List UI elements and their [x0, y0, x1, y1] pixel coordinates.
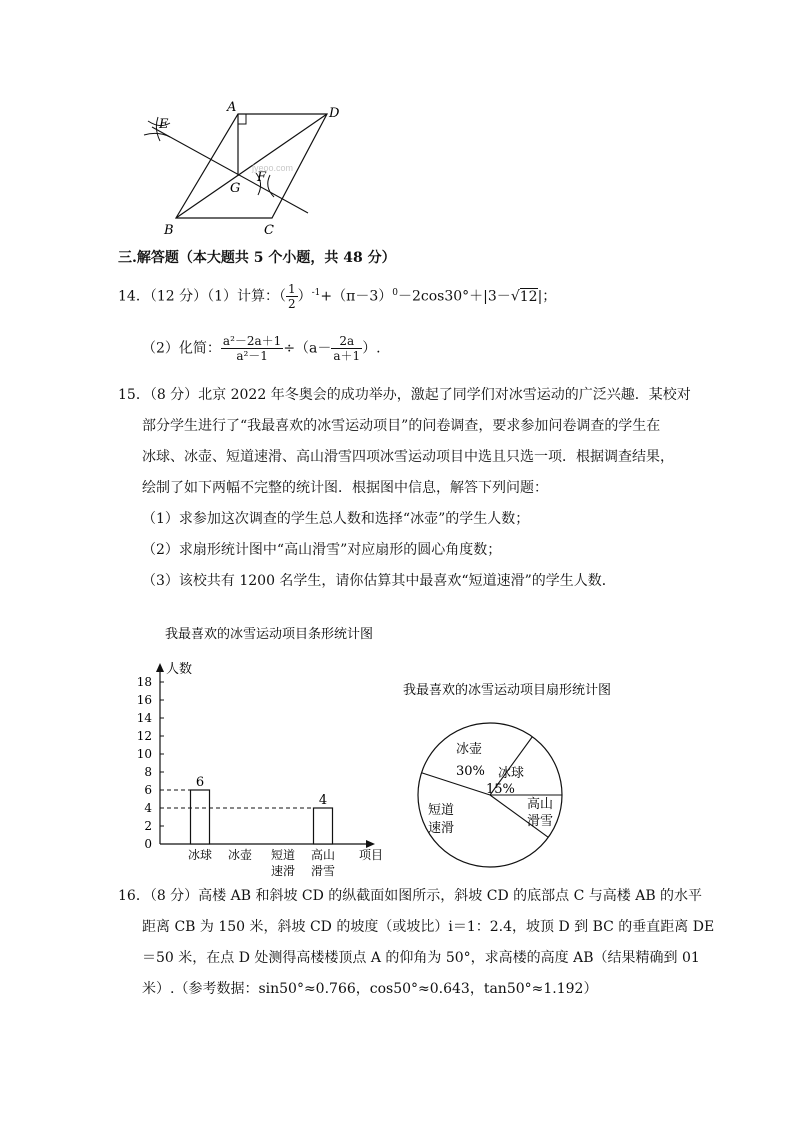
- y-axis-label: 人数: [166, 662, 193, 677]
- section-title: 三.解答题（本大题共 5 个小题，共 48 分）: [118, 250, 396, 266]
- bar: [191, 790, 210, 844]
- x-category-label: 短道: [270, 848, 296, 862]
- pie-label-shorttrack-2: 速滑: [428, 821, 455, 836]
- point-label-e: E: [159, 117, 169, 132]
- q16-line-4: 米）.（参考数据：sin50°≈0.766，cos50°≈0.643，tan50°≈1.192）: [142, 981, 598, 997]
- y-tick-label: 6: [144, 783, 152, 797]
- q14-p1-mid: +（π－3）: [320, 288, 393, 305]
- sqrt-symbol: √: [510, 288, 520, 305]
- geometry-figure: [130, 95, 350, 240]
- q16-line-1: 16．（8 分）高楼 AB 和斜坡 CD 的纵截面如图所示，斜坡 CD 的底部点 C 与高楼 AB 的水平: [118, 888, 703, 904]
- y-tick-label: 4: [144, 801, 152, 815]
- x-category-label: 速滑: [270, 864, 296, 878]
- point-label-g: G: [230, 181, 241, 196]
- point-label-b: B: [164, 223, 174, 238]
- fraction-main: [221, 334, 283, 363]
- point-label-a: A: [227, 100, 237, 115]
- q14-p1-rest: －2cos30°＋|3－: [398, 288, 511, 305]
- bar-data-label: 6: [195, 775, 205, 790]
- bar-data-label: 4: [318, 793, 328, 808]
- fraction-half-den: 2: [288, 297, 296, 311]
- fraction-inner-num: 2a: [331, 334, 362, 349]
- y-tick-label: 16: [136, 693, 152, 707]
- q16-line-2: 距离 CB 为 150 米，斜坡 CD 的坡度（或坡比）i＝1：2.4，坡顶 D 到 BC 的垂直距离 DE: [142, 919, 715, 935]
- q14-p2-mid: ÷（a－: [283, 340, 332, 357]
- y-tick-label: 0: [144, 837, 152, 851]
- pie-label-hockey: 冰球: [498, 766, 525, 781]
- fraction-main-num: a²－2a＋1: [222, 334, 282, 348]
- pie-label-curling-percent: 30%: [456, 764, 485, 779]
- q14-p1-end: |；: [537, 288, 557, 305]
- fraction-main-den: a²－1: [236, 349, 268, 363]
- q15-line-2: 部分学生进行了“我最喜欢的冰雪运动项目”的问卷调查，要求参加问卷调查的学生在: [142, 418, 661, 434]
- fraction-inner-den: a＋1: [333, 349, 361, 363]
- pie-chart-title: 我最喜欢的冰雪运动项目扇形统计图: [403, 683, 612, 698]
- y-tick-label: 12: [136, 729, 152, 743]
- point-label-c: C: [264, 223, 274, 238]
- y-tick-label: 2: [144, 819, 152, 833]
- bar-chart-title: 我最喜欢的冰雪运动项目条形统计图: [165, 627, 374, 642]
- q15-line-1: 15．（8 分）北京 2022 年冬奥会的成功举办，激起了同学们对冰雪运动的广泛兴趣．某校对: [118, 387, 691, 403]
- pie-chart: [395, 672, 665, 882]
- pie-label-shorttrack-1: 短道: [428, 803, 455, 818]
- q14-part2: [142, 334, 381, 363]
- q15-line-3: 冰球、冰壶、短道速滑、高山滑雪四项冰雪运动项目中选且只选一项．根据调查结果，: [142, 449, 674, 465]
- x-category-label: 高山: [310, 848, 336, 862]
- x-axis-arrow: [366, 840, 375, 848]
- q14-p1-prefix: 14．（12 分）（1）计算：（: [118, 288, 286, 305]
- point-label-d: D: [329, 106, 340, 121]
- pie-label-alpine-2: 滑雪: [527, 814, 554, 829]
- x-axis-label: 项目: [359, 848, 384, 862]
- bar: [314, 808, 333, 844]
- q14-p2-end: ）.: [362, 340, 381, 357]
- exp-neg-one: -1: [311, 287, 321, 298]
- q15-sub-3: （3）该校共有 1200 名学生，请你估算其中最喜欢“短道速滑”的学生人数．: [142, 573, 616, 589]
- fraction-inner: [331, 334, 362, 363]
- q15-sub-2: （2）求扇形统计图中“高山滑雪”对应扇形的圆心角度数；: [142, 542, 502, 558]
- arc-e-3: [144, 133, 170, 137]
- q14-part1: 14．（12 分）（1）计算：（ $\frac{1}{2}$ ）$^{-1}+(\pi-3)^0-2\cos 30^\circ+|3-√12|$；: [118, 282, 557, 311]
- q15-line-4: 绘制了如下两幅不完整的统计图．根据图中信息，解答下列问题：: [142, 480, 548, 496]
- x-category-label: 滑雪: [310, 864, 336, 878]
- x-category-label: 冰壶: [227, 848, 253, 862]
- pie-label-hockey-percent: 15%: [486, 782, 515, 797]
- y-tick-label: 18: [136, 675, 152, 689]
- exp-zero: 0: [392, 287, 398, 298]
- bar-chart: [115, 620, 395, 880]
- q16-line-3: ＝50 米，在点 D 处测得高楼楼顶点 A 的仰角为 50°，求高楼的高度 AB（结果精确到 01: [142, 950, 700, 966]
- pie-label-curling: 冰壶: [456, 742, 483, 757]
- sqrt-radicand: 12: [519, 288, 538, 305]
- y-tick-label: 10: [136, 747, 152, 761]
- watermark: jyeoo.com: [252, 163, 294, 173]
- q14-p2-prefix: （2）化简：: [142, 340, 221, 357]
- pie-label-alpine-1: 高山: [527, 797, 554, 812]
- y-tick-label: 14: [136, 711, 152, 725]
- y-axis-arrow: [156, 663, 164, 672]
- x-category-label: 冰球: [187, 848, 213, 862]
- y-tick-label: 8: [144, 765, 152, 779]
- q15-sub-1: （1）求参加这次调查的学生总人数和选择“冰壶”的学生人数；: [142, 511, 530, 527]
- fraction-half-num: 1: [288, 282, 296, 296]
- fraction-half: [286, 282, 298, 311]
- right-angle-mark: [238, 114, 246, 124]
- point-label-f: F: [257, 170, 267, 185]
